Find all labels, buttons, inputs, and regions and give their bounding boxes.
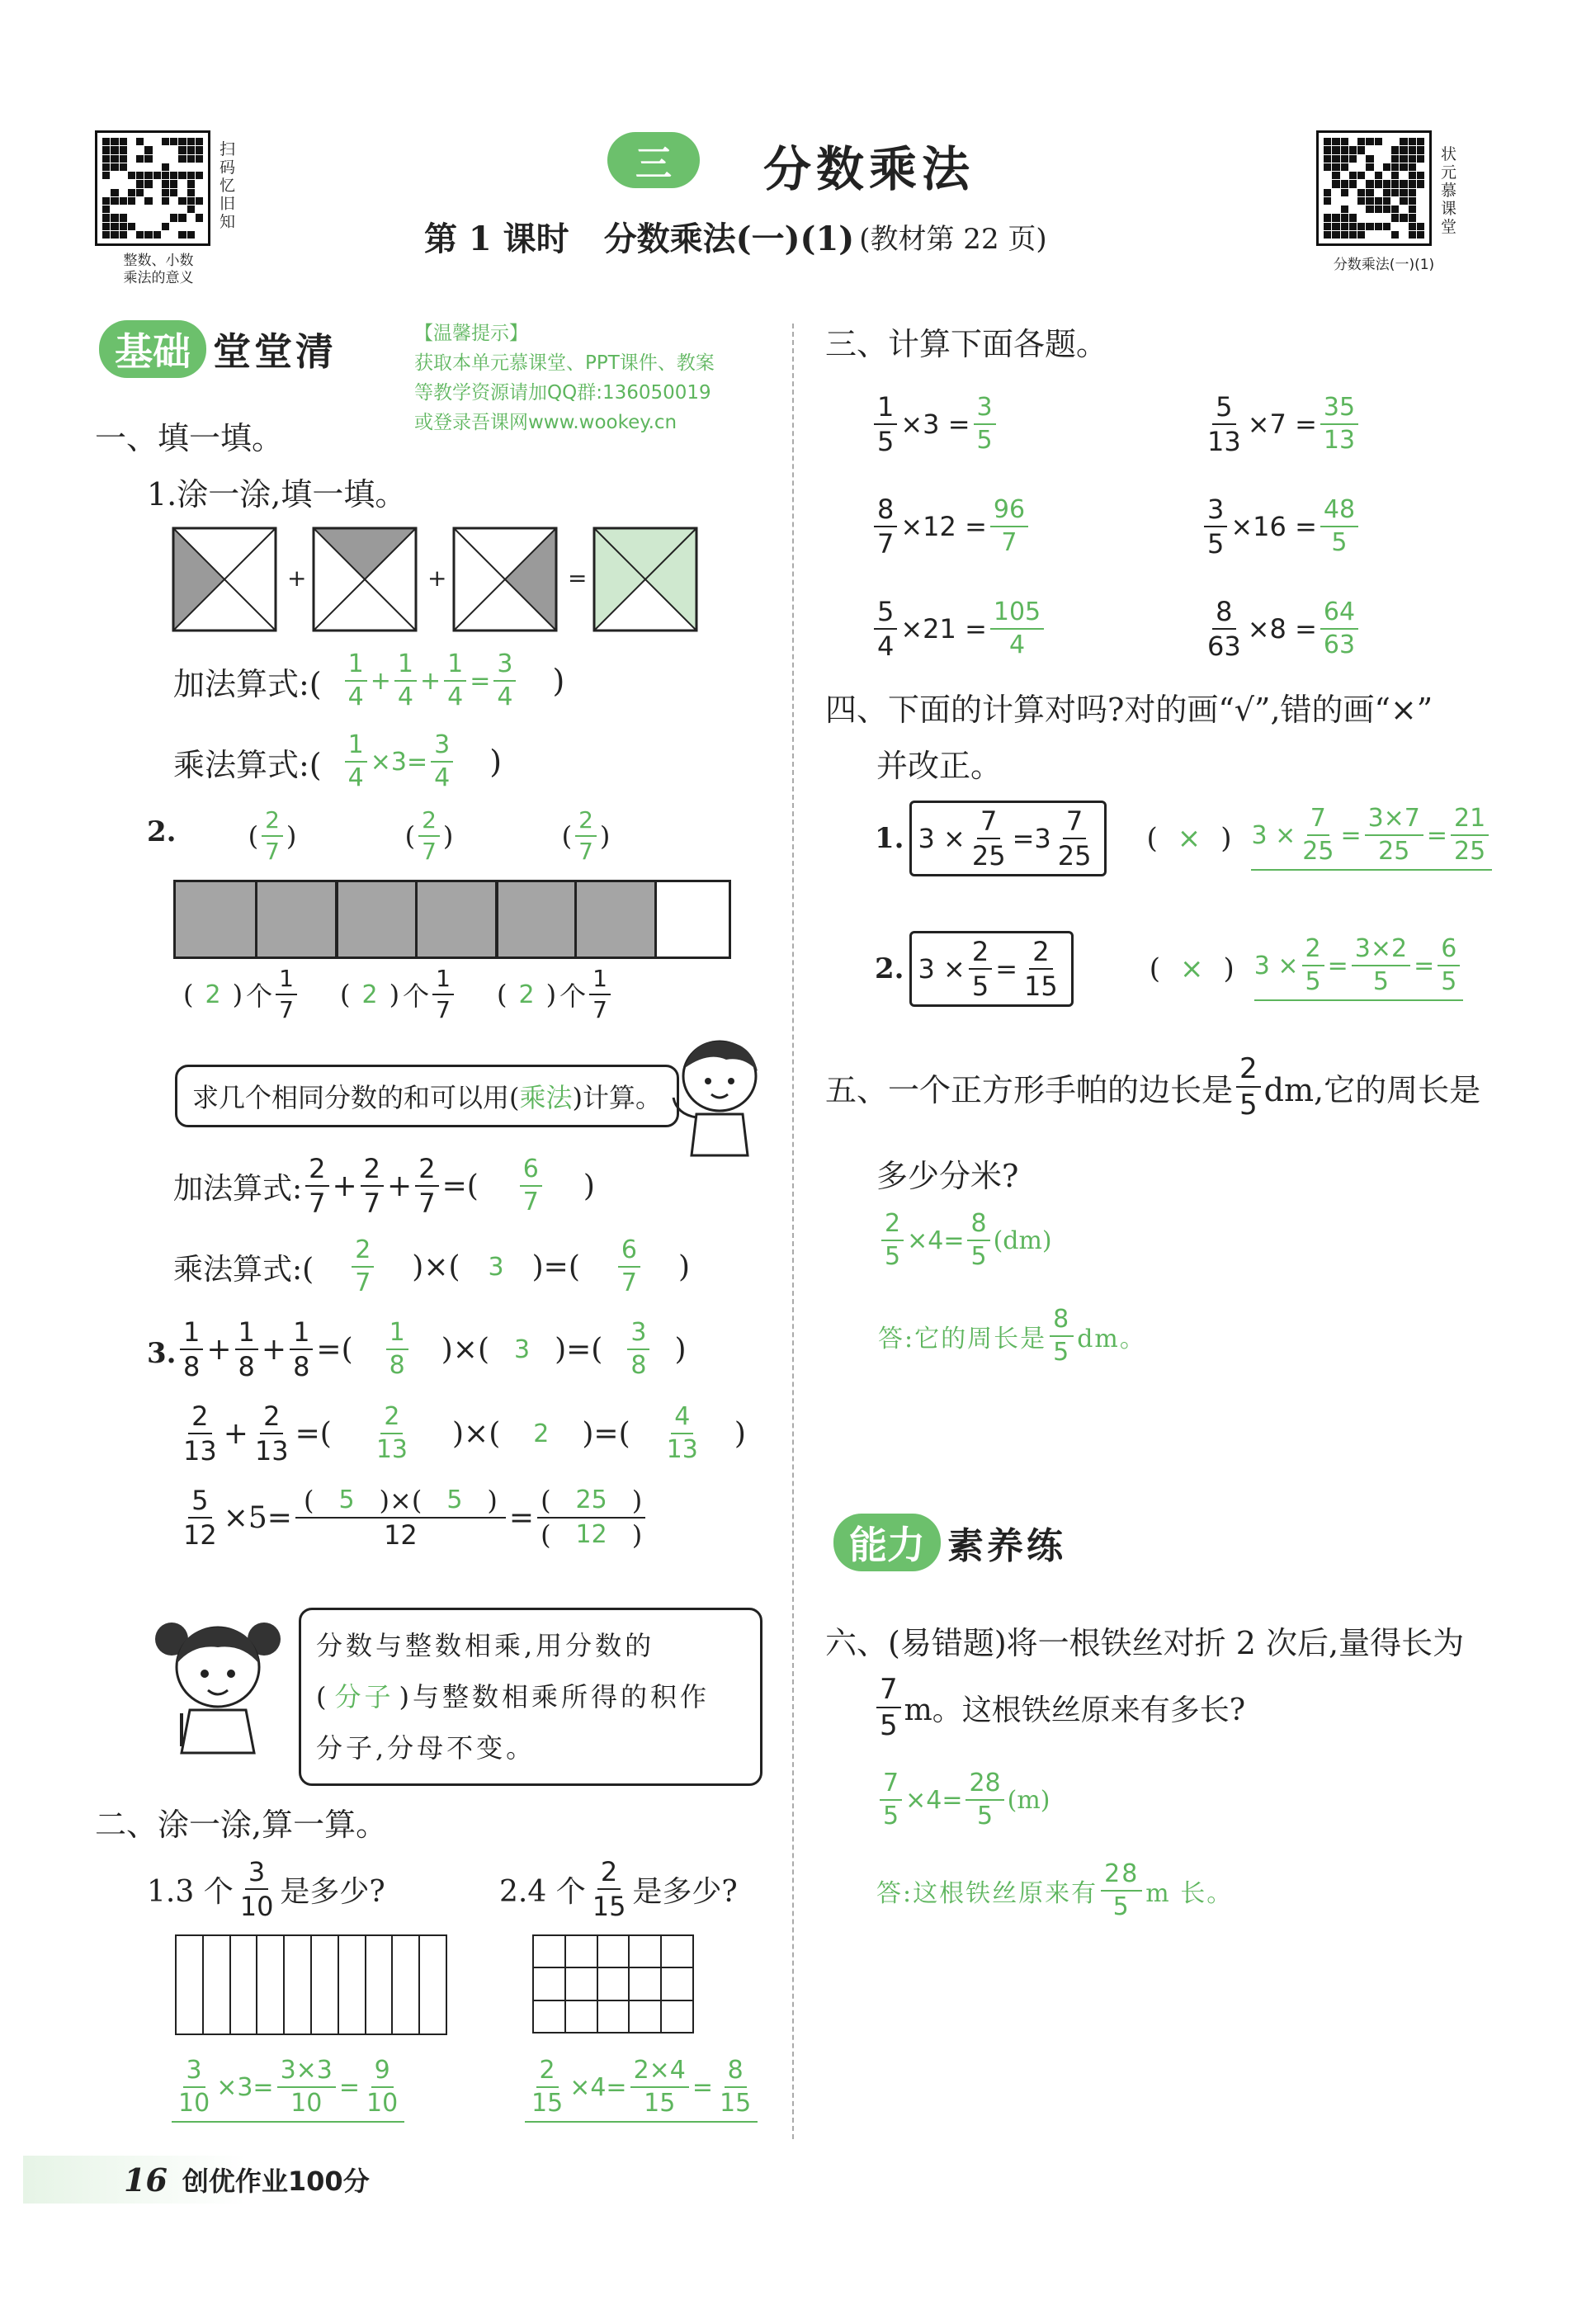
p3-row1: $\frac{1}{8}$ + $\frac{1}{8}$ + $\frac{1}{8}$ =( $\frac{1}{8}$ )×( 3 )=( $\frac{3}{8}$ ) <box>177 1319 687 1380</box>
lesson-title: 分数乘法(一)(1) <box>603 220 855 258</box>
q3-item: $\frac{1}{5}$ ×3 = $\frac{3}{5}$ <box>871 394 1201 455</box>
p1-mul-answer: $\frac{1}{4}$ ×3= $\frac{3}{4}$ <box>342 733 457 791</box>
qr-left-caption: 整数、小数 乘法的意义 <box>123 253 194 286</box>
q3-row <box>871 373 1531 475</box>
plus-sign-1: + <box>287 564 307 592</box>
q4-item2-box: 3 × $\frac{2}{5}$ = $\frac{2}{15}$ <box>909 931 1074 1007</box>
qr-code-right[interactable] <box>1316 130 1432 246</box>
q4-item1-mark: × <box>1177 822 1202 855</box>
hint-bubble-multiplication: 求几个相同分数的和可以用( 乘法 )计算。 <box>175 1065 679 1127</box>
unit-title: 分数乘法 <box>763 141 975 197</box>
q3-item: $\frac{5}{13}$ ×7 = $\frac{35}{13}$ <box>1201 394 1531 455</box>
q4-item1-box: 3 × $\frac{7}{25}$ =3 $\frac{7}{25}$ <box>909 801 1107 876</box>
q6-question-2: $\frac{7}{5}$ m。这根铁丝原来有多长? <box>873 1675 1245 1740</box>
q2-part1-prompt: 1.3 个 $\frac{3}{10}$ 是多少? <box>147 1856 385 1922</box>
section-basic-badge: 基础 堂堂清 <box>99 320 337 378</box>
q3-row <box>871 578 1531 680</box>
book-title: 创优作业100分 <box>182 2166 370 2197</box>
qr-right-caption: 分数乘法(一)(1) <box>1333 257 1435 273</box>
q2-part2-answer: $\frac{2}{15}$ ×4= $\frac{2\times 4}{15}$ = $\frac{8}{15}$ <box>525 2058 758 2123</box>
footer <box>124 2161 370 2199</box>
q6-question: 六、(易错题)将一根铁丝对折 2 次后,量得长为 <box>825 1625 1465 1661</box>
q5-calculation: $\frac{2}{5}$ ×4= $\frac{8}{5}$ (dm) <box>878 1212 1052 1269</box>
q3-title: 三、计算下面各题。 <box>825 326 1108 362</box>
qr-right-side-text: 状元慕课堂 <box>1441 145 1457 236</box>
q2-title: 二、涂一涂,算一算。 <box>95 1807 388 1843</box>
q3-item: $\frac{8}{63}$ ×8 = $\frac{64}{63}$ <box>1201 598 1531 659</box>
p3-row3: $\frac{5}{12}$ ×5= ( 5 )×( 5 ) 12 = ( 25 ) ( 12 ) <box>177 1487 649 1548</box>
section-ability-badge: 能力 素养练 <box>833 1514 1066 1571</box>
q4-item2-mark: × <box>1180 952 1204 985</box>
p1-add-line: 加法算式:( $\frac{1}{4}$ + $\frac{1}{4}$ + $\frac{1}{4}$ = $\frac{3}{4}$ ) <box>173 649 565 711</box>
q4-item1-correction: 3 × $\frac{7}{25}$ = $\frac{3\times 7}{25}$ = $\frac{21}{25}$ <box>1251 806 1492 871</box>
page-number: 16 <box>124 2161 168 2199</box>
hint-bubble-rule: 分数与整数相乘,用分数的 ( 分子 )与整数相乘所得的积作 分子,分母不变。 <box>299 1608 762 1786</box>
qr-left-side-text: 扫码忆旧知 <box>220 140 236 231</box>
q5-answer: 答:它的周长是 $\frac{8}{5}$ dm。 <box>878 1305 1146 1367</box>
tip-box: 【温馨提示】 获取本单元慕课堂、PPT课件、教案 等教学资源请加QQ群:136050019 或登录吾课网www.wookey.cn <box>414 323 715 433</box>
equals-sign: = <box>568 564 588 592</box>
q6-answer: 答:这根铁丝原来有 $\frac{28}{5}$ m 长。 <box>876 1859 1234 1921</box>
column-divider <box>792 324 794 2139</box>
grid-fifteenths <box>532 1934 694 2034</box>
lesson-heading <box>424 213 1047 260</box>
q1-part2-label: 2. <box>147 815 177 848</box>
p2-add-line: 加法算式: $\frac{2}{7}$ + $\frac{2}{7}$ + $\frac{2}{7}$ =( $\frac{6}{7}$ ) <box>173 1153 595 1219</box>
unit-number-badge: 三 <box>607 132 700 188</box>
grid-tenths <box>175 1934 447 2035</box>
q4-item1: 1. 3 × $\frac{7}{25}$ =3 $\frac{7}{25}$ ( × ) 3 × $\frac{7}{25}$ = $\frac{3\times 7}{25}$ = $\frac{21}{25}$ <box>875 801 1492 876</box>
q5-question-2: 多少分米? <box>876 1158 1019 1194</box>
q6-calculation: $\frac{7}{5}$ ×4= $\frac{28}{5}$ (m) <box>876 1771 1050 1829</box>
lesson-number: 第 1 课时 <box>424 220 569 258</box>
q1-title: 一、填一填。 <box>95 420 284 456</box>
p1-add-answer: $\frac{1}{4}$ + $\frac{1}{4}$ + $\frac{1}{4}$ = $\frac{3}{4}$ <box>342 652 520 710</box>
q4-item2-correction: 3 × $\frac{2}{5}$ = $\frac{3\times 2}{5}$ = $\frac{6}{5}$ <box>1254 937 1464 1001</box>
p3-row2: $\frac{2}{13}$ + $\frac{2}{13}$ =( $\frac{2}{13}$ )×( 2 )=( $\frac{4}{13}$ ) <box>183 1401 746 1467</box>
q3-item: $\frac{8}{7}$ ×12 = $\frac{96}{7}$ <box>871 496 1201 557</box>
q3-item: $\frac{5}{4}$ ×21 = $\frac{105}{4}$ <box>871 598 1201 659</box>
q4-item2: 2. 3 × $\frac{2}{5}$ = $\frac{2}{15}$ ( × ) 3 × $\frac{2}{5}$ = $\frac{3\times 2}{5}$ = $\frac{6}{5}$ <box>875 931 1463 1007</box>
p2-mul-line: 乘法算式:( $\frac{2}{7}$ )×( 3 )=( $\frac{6}{7}$ ) <box>173 1235 691 1297</box>
q2-part2-prompt: 2.4 个 $\frac{2}{15}$ 是多少? <box>499 1856 738 1922</box>
p1-mul-line: 乘法算式:( $\frac{1}{4}$ ×3= $\frac{3}{4}$ ) <box>173 730 503 792</box>
q1-part1-label: 1.涂一涂,填一填。 <box>147 476 407 513</box>
q5-question: 五、一个正方形手帕的边长是 $\frac{2}{5}$ dm,它的周长是 <box>825 1052 1481 1122</box>
q3-item: $\frac{3}{5}$ ×16 = $\frac{48}{5}$ <box>1201 496 1531 557</box>
qr-code-left[interactable] <box>95 130 210 246</box>
plus-sign-2: + <box>427 564 447 592</box>
q1-part3-label: 3. <box>147 1337 177 1370</box>
brace-frac-row: ( $\frac{2}{7}$ ) ( $\frac{2}{7}$ ) ( $\frac{2}{7}$ ) <box>248 806 611 865</box>
q2-part1-answer: $\frac{3}{10}$ ×3= $\frac{3\times 3}{10}$ = $\frac{9}{10}$ <box>172 2058 404 2123</box>
q3-grid <box>871 373 1531 680</box>
q4-title: 四、下面的计算对吗?对的画“√”,错的画“×” 并改正。 <box>825 692 1433 784</box>
count-row: ( 2 ) 个 $\frac{1}{7}$ ( 2 ) 个 $\frac{1}{7}$ ( 2 ) 个 $\frac{1}{7}$ <box>183 967 654 1022</box>
q3-row <box>871 475 1531 578</box>
fraction-bar <box>173 880 731 959</box>
boy-cartoon <box>668 1035 776 1162</box>
girl-cartoon <box>152 1614 284 1758</box>
textbook-reference: (教材第 22 页) <box>859 223 1047 256</box>
